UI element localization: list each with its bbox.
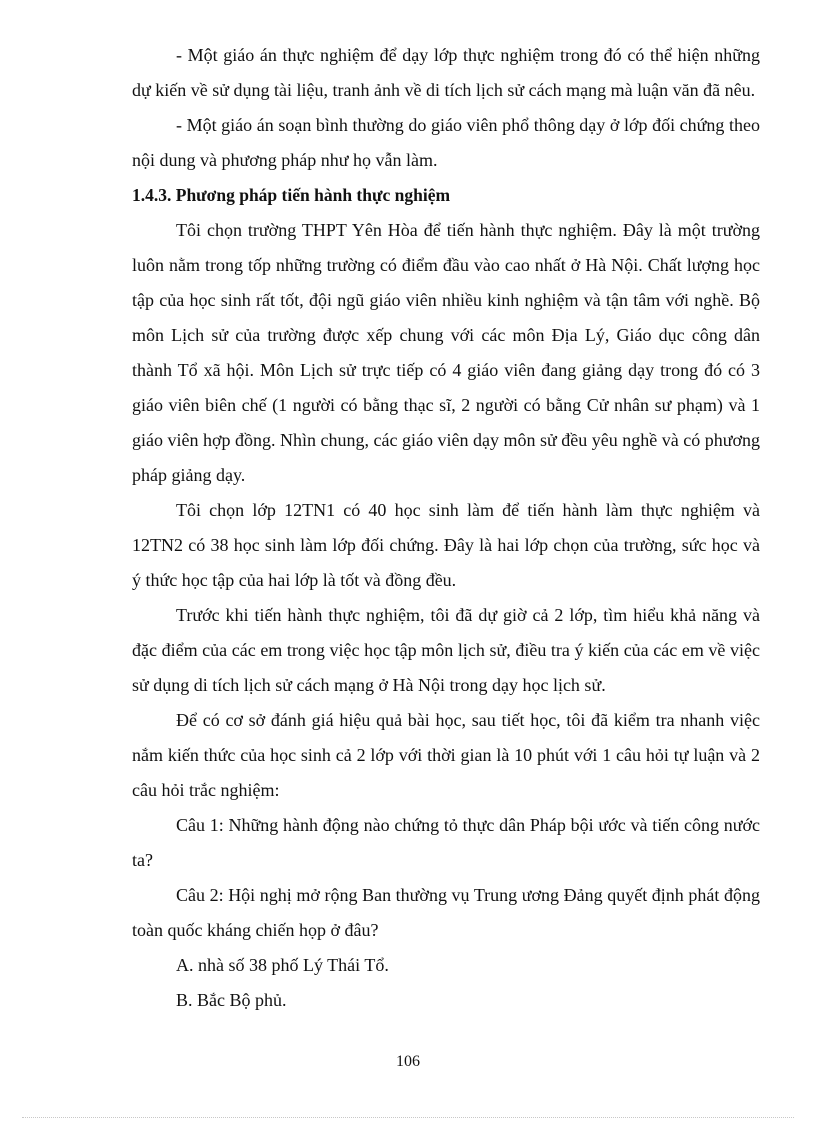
paragraph-experimental-lesson-plan: - Một giáo án thực nghiệm để dạy lớp thực nghiệm trong đó có thể hiện những dự kiến về sử dụng tài liệu, tranh ảnh về di tích lịch sử cách mạng mà luận văn đã nêu. (132, 45, 760, 100)
page-bottom-divider (22, 1117, 794, 1118)
paragraph-class-selection: Tôi chọn lớp 12TN1 có 40 học sinh làm để tiến hành làm thực nghiệm và 12TN2 có 38 học sinh làm lớp đối chứng. Đây là hai lớp chọn của trường, sức học và ý thức học tập của hai lớp là tốt và đồng đều. (132, 500, 760, 590)
question-1: Câu 1: Những hành động nào chứng tỏ thực dân Pháp bội ước và tiến công nước ta? (132, 815, 760, 870)
document-body (132, 38, 760, 1018)
question-2: Câu 2: Hội nghị mở rộng Ban thường vụ Trung ương Đảng quyết định phát động toàn quốc kháng chiến họp ở đâu? (132, 885, 760, 940)
paragraph-school-selection: Tôi chọn trường THPT Yên Hòa để tiến hành thực nghiệm. Đây là một trường luôn nằm trong tốp những trường có điểm đầu vào cao nhất ở Hà Nội. Chất lượng học tập của học sinh rất tốt, đội ngũ giáo viên nhiều kinh nghiệm và tận tâm với nghề. Bộ môn Lịch sử của trường được xếp chung với các môn Địa Lý, Giáo dục công dân thành Tổ xã hội. Môn Lịch sử trực tiếp có 4 giáo viên đang giảng dạy trong đó có 3 giáo viên biên chế (1 người có bằng thạc sĩ, 2 người có bằng Cử nhân sư phạm) và 1 giáo viên hợp đồng. Nhìn chung, các giáo viên dạy môn sử đều yêu nghề và có phương pháp giảng dạy. (132, 220, 760, 485)
paragraph-control-lesson-plan: - Một giáo án soạn bình thường do giáo viên phổ thông dạy ở lớp đối chứng theo nội dung và phương pháp như họ vẫn làm. (132, 115, 760, 170)
paragraph-pre-experiment: Trước khi tiến hành thực nghiệm, tôi đã dự giờ cả 2 lớp, tìm hiểu khả năng và đặc điểm của các em trong việc học tập môn lịch sử, điều tra ý kiến của các em về việc sử dụng di tích lịch sử cách mạng ở Hà Nội trong dạy học lịch sử. (132, 605, 760, 695)
answer-option-b: B. Bắc Bộ phủ. (176, 990, 287, 1010)
answer-option-a: A. nhà số 38 phố Lý Thái Tổ. (176, 955, 389, 975)
page-number: 106 (396, 1053, 420, 1070)
section-heading: 1.4.3. Phương pháp tiến hành thực nghiệm (132, 185, 451, 205)
paragraph-assessment: Để có cơ sở đánh giá hiệu quả bài học, sau tiết học, tôi đã kiểm tra nhanh việc nắm kiến thức của học sinh cả 2 lớp với thời gian là 10 phút với 1 câu hỏi tự luận và 2 câu hỏi trắc nghiệm: (132, 710, 760, 800)
